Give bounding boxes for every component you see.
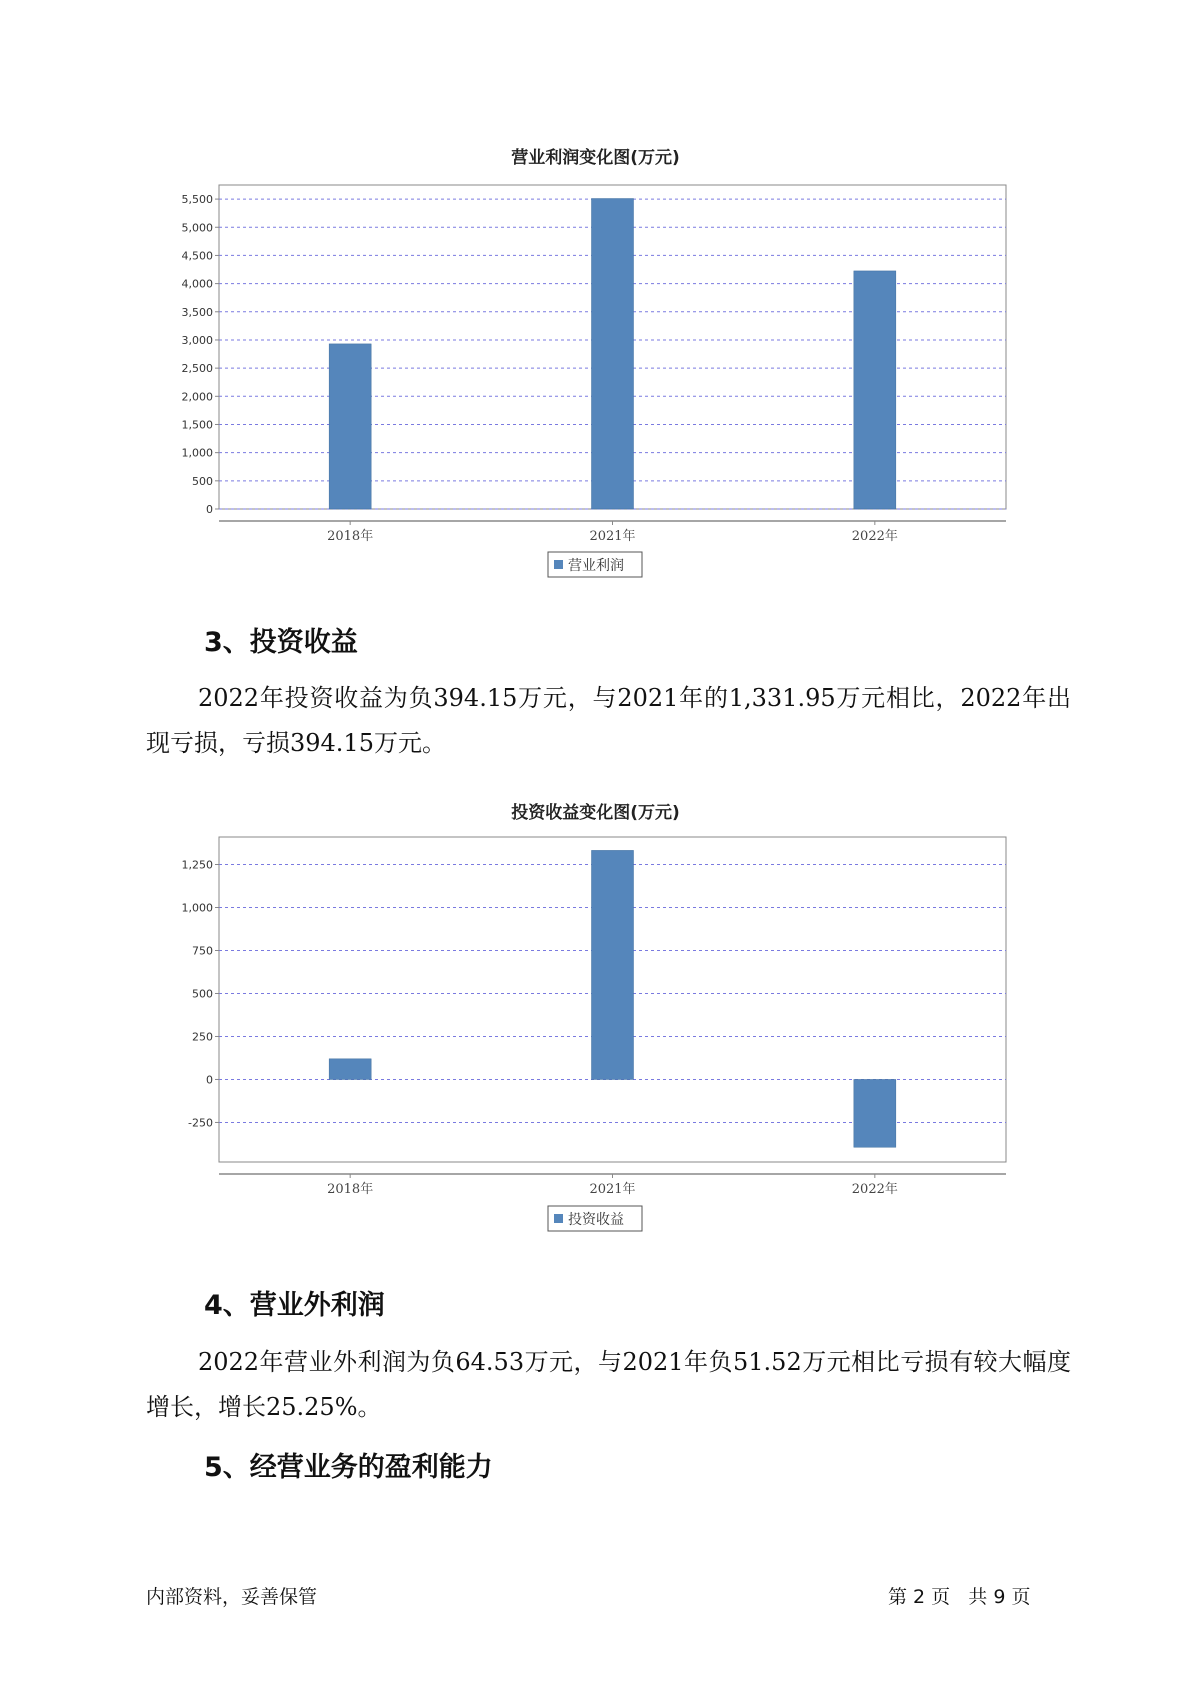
- y-tick-label: 5,500: [181, 193, 213, 207]
- x-tick-label: 2018年: [327, 1182, 374, 1197]
- bar-2018年: [329, 344, 371, 509]
- bar-2022年: [854, 1079, 896, 1147]
- legend-swatch: [554, 1214, 563, 1223]
- y-tick-label: 250: [192, 1030, 213, 1044]
- y-tick-label: 1,250: [181, 858, 213, 872]
- bar-2021年: [592, 850, 634, 1079]
- y-tick-label: 500: [192, 474, 213, 488]
- bar-2018年: [329, 1059, 371, 1080]
- y-tick-label: 500: [192, 987, 213, 1001]
- y-tick-label: -250: [188, 1116, 213, 1130]
- y-tick-label: 1,500: [181, 418, 213, 432]
- x-tick-label: 2021年: [589, 529, 636, 544]
- section-5-heading: 5、经营业务的盈利能力: [204, 1452, 493, 1483]
- section-3-heading: 3、投资收益: [204, 627, 358, 658]
- investment-income-chart: [0, 820, 1191, 1260]
- x-tick-label: 2018年: [327, 529, 374, 544]
- operating-profit-chart: [0, 160, 1191, 600]
- footer-page-number: 第 2 页 共 9 页: [888, 1586, 1031, 1608]
- y-tick-label: 0: [206, 503, 213, 516]
- legend-swatch: [554, 560, 563, 569]
- y-tick-label: 1,000: [181, 446, 213, 460]
- section-4-heading: 4、营业外利润: [204, 1290, 385, 1321]
- y-tick-label: 4,500: [181, 249, 213, 263]
- footer-confidential-note: 内部资料，妥善保管: [146, 1586, 318, 1608]
- y-tick-label: 2,500: [181, 362, 213, 376]
- y-tick-label: 750: [192, 944, 213, 958]
- y-tick-label: 3,500: [181, 305, 213, 319]
- section-4-paragraph: 2022年营业外利润为负64.53万元，与2021年负51.52万元相比亏损有较大幅度增长，增长25.25%。: [146, 1348, 1071, 1421]
- y-tick-label: 5,000: [181, 221, 213, 235]
- chart-title-operating-profit: 营业利润变化图(万元): [511, 148, 680, 168]
- x-tick-label: 2022年: [851, 1182, 898, 1197]
- y-tick-label: 4,000: [181, 277, 213, 291]
- y-tick-label: 1,000: [181, 901, 213, 915]
- x-tick-label: 2021年: [589, 1182, 636, 1197]
- y-tick-label: 2,000: [181, 390, 213, 404]
- x-tick-label: 2022年: [851, 529, 898, 544]
- bar-2021年: [592, 199, 634, 509]
- y-tick-label: 3,000: [181, 333, 213, 347]
- legend-label: 投资收益: [568, 1212, 624, 1228]
- section-3-paragraph: 2022年投资收益为负394.15万元，与2021年的1,331.95万元相比，2022年出现亏损，亏损394.15万元。: [146, 684, 1071, 757]
- bar-2022年: [854, 271, 896, 509]
- y-tick-label: 0: [206, 1073, 213, 1087]
- chart-title-investment-income: 投资收益变化图(万元): [511, 803, 680, 823]
- legend-label: 营业利润: [568, 558, 624, 574]
